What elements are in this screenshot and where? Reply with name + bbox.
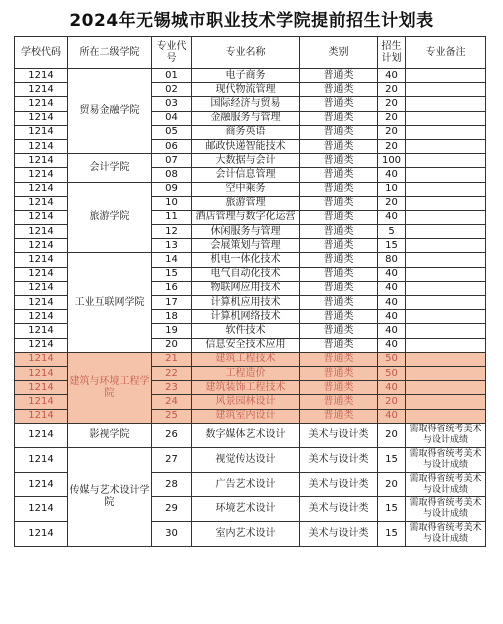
cell-plan: 20 (378, 196, 406, 210)
cell-note (406, 182, 486, 196)
cell-plan: 40 (378, 296, 406, 310)
cell-major-name: 大数据与会计 (192, 154, 300, 168)
cell-major-name: 建筑装饰工程技术 (192, 381, 300, 395)
cell-school-code: 1214 (15, 352, 68, 366)
cell-major-name: 金融服务与管理 (192, 111, 300, 125)
cell-note (406, 210, 486, 224)
cell-category: 普通类 (300, 168, 378, 182)
cell-major-name: 邮政快递智能技术 (192, 139, 300, 153)
cell-category: 普通类 (300, 267, 378, 281)
cell-category: 普通类 (300, 324, 378, 338)
cell-major-name: 机电一体化技术 (192, 253, 300, 267)
cell-category: 普通类 (300, 125, 378, 139)
cell-category: 普通类 (300, 395, 378, 409)
cell-note (406, 281, 486, 295)
cell-major-code: 20 (152, 338, 192, 352)
cell-school-code: 1214 (15, 324, 68, 338)
cell-category: 美术与设计类 (300, 472, 378, 497)
cell-category: 美术与设计类 (300, 448, 378, 473)
cell-note (406, 267, 486, 281)
cell-major-code: 21 (152, 352, 192, 366)
cell-major-name: 数字媒体艺术设计 (192, 423, 300, 448)
cell-school-code: 1214 (15, 168, 68, 182)
cell-major-code: 28 (152, 472, 192, 497)
cell-note (406, 352, 486, 366)
cell-major-code: 27 (152, 448, 192, 473)
cell-major-code: 16 (152, 281, 192, 295)
cell-note (406, 253, 486, 267)
cell-note (406, 366, 486, 380)
cell-note: 需取得省统考美术与设计成绩 (406, 423, 486, 448)
cell-major-name: 旅游管理 (192, 196, 300, 210)
cell-plan: 20 (378, 423, 406, 448)
header-major-code: 专业代号 (152, 37, 192, 69)
cell-note (406, 324, 486, 338)
cell-major-name: 风景园林设计 (192, 395, 300, 409)
table-row (15, 352, 486, 366)
cell-plan: 40 (378, 324, 406, 338)
cell-college: 建筑与环境工程学院 (68, 352, 152, 423)
cell-school-code: 1214 (15, 296, 68, 310)
cell-major-name: 工程造价 (192, 366, 300, 380)
cell-major-code: 14 (152, 253, 192, 267)
enrollment-plan-table (14, 36, 486, 547)
cell-note (406, 83, 486, 97)
cell-category: 普通类 (300, 296, 378, 310)
cell-plan: 40 (378, 338, 406, 352)
cell-category: 美术与设计类 (300, 423, 378, 448)
cell-major-code: 08 (152, 168, 192, 182)
cell-major-code: 12 (152, 225, 192, 239)
cell-major-code: 23 (152, 381, 192, 395)
cell-plan: 20 (378, 97, 406, 111)
cell-category: 美术与设计类 (300, 497, 378, 522)
cell-major-name: 会展策划与管理 (192, 239, 300, 253)
header-plan: 招生计划 (378, 37, 406, 69)
cell-note: 需取得省统考美术与设计成绩 (406, 472, 486, 497)
cell-major-code: 10 (152, 196, 192, 210)
cell-plan: 10 (378, 182, 406, 196)
cell-school-code: 1214 (15, 253, 68, 267)
cell-major-name: 空中乘务 (192, 182, 300, 196)
header-school-code: 学校代码 (15, 37, 68, 69)
cell-major-name: 广告艺术设计 (192, 472, 300, 497)
cell-plan: 20 (378, 395, 406, 409)
cell-plan: 20 (378, 83, 406, 97)
cell-school-code: 1214 (15, 196, 68, 210)
cell-school-code: 1214 (15, 472, 68, 497)
cell-major-name: 信息安全技术应用 (192, 338, 300, 352)
cell-category: 普通类 (300, 225, 378, 239)
cell-major-code: 09 (152, 182, 192, 196)
cell-major-name: 电气自动化技术 (192, 267, 300, 281)
table-row (15, 182, 486, 196)
cell-major-code: 01 (152, 69, 192, 83)
cell-school-code: 1214 (15, 139, 68, 153)
table-row (15, 253, 486, 267)
cell-note (406, 310, 486, 324)
cell-major-code: 22 (152, 366, 192, 380)
cell-category: 普通类 (300, 253, 378, 267)
header-major-name: 专业名称 (192, 37, 300, 69)
cell-school-code: 1214 (15, 239, 68, 253)
table-row (15, 423, 486, 448)
cell-school-code: 1214 (15, 338, 68, 352)
cell-major-name: 环境艺术设计 (192, 497, 300, 522)
cell-school-code: 1214 (15, 69, 68, 83)
cell-plan: 15 (378, 522, 406, 547)
table-row (15, 448, 486, 473)
cell-school-code: 1214 (15, 409, 68, 423)
cell-major-name: 物联网应用技术 (192, 281, 300, 295)
cell-major-name: 商务英语 (192, 125, 300, 139)
cell-school-code: 1214 (15, 125, 68, 139)
cell-category: 普通类 (300, 83, 378, 97)
cell-major-name: 建筑工程技术 (192, 352, 300, 366)
cell-note (406, 111, 486, 125)
cell-school-code: 1214 (15, 210, 68, 224)
cell-note (406, 97, 486, 111)
cell-plan: 40 (378, 69, 406, 83)
cell-category: 普通类 (300, 210, 378, 224)
cell-school-code: 1214 (15, 448, 68, 473)
cell-major-name: 酒店管理与数字化运营 (192, 210, 300, 224)
cell-major-name: 休闲服务与管理 (192, 225, 300, 239)
cell-school-code: 1214 (15, 522, 68, 547)
header-college: 所在二级学院 (68, 37, 152, 69)
cell-major-code: 04 (152, 111, 192, 125)
cell-plan: 40 (378, 210, 406, 224)
cell-note (406, 154, 486, 168)
cell-major-code: 06 (152, 139, 192, 153)
cell-category: 普通类 (300, 281, 378, 295)
cell-major-code: 15 (152, 267, 192, 281)
cell-plan: 80 (378, 253, 406, 267)
cell-note (406, 296, 486, 310)
cell-category: 美术与设计类 (300, 522, 378, 547)
cell-plan: 50 (378, 352, 406, 366)
cell-major-code: 19 (152, 324, 192, 338)
cell-note: 需取得省统考美术与设计成绩 (406, 522, 486, 547)
cell-school-code: 1214 (15, 381, 68, 395)
cell-plan: 20 (378, 111, 406, 125)
cell-major-code: 11 (152, 210, 192, 224)
cell-major-code: 25 (152, 409, 192, 423)
header-note: 专业备注 (406, 37, 486, 69)
page-title: 2024年无锡城市职业技术学院提前招生计划表 (69, 11, 434, 31)
cell-major-name: 软件技术 (192, 324, 300, 338)
cell-school-code: 1214 (15, 366, 68, 380)
cell-note: 需取得省统考美术与设计成绩 (406, 448, 486, 473)
cell-plan: 40 (378, 381, 406, 395)
cell-plan: 5 (378, 225, 406, 239)
cell-note (406, 395, 486, 409)
cell-college: 旅游学院 (68, 182, 152, 253)
cell-note (406, 239, 486, 253)
cell-category: 普通类 (300, 111, 378, 125)
cell-school-code: 1214 (15, 97, 68, 111)
header-category: 类别 (300, 37, 378, 69)
table-row (15, 69, 486, 83)
table-body (15, 69, 486, 547)
cell-note (406, 338, 486, 352)
cell-college: 工业互联网学院 (68, 253, 152, 352)
cell-college: 会计学院 (68, 154, 152, 182)
cell-major-name: 建筑室内设计 (192, 409, 300, 423)
cell-note (406, 409, 486, 423)
cell-major-code: 02 (152, 83, 192, 97)
cell-note (406, 225, 486, 239)
cell-plan: 40 (378, 267, 406, 281)
table-row (15, 154, 486, 168)
cell-note (406, 125, 486, 139)
cell-school-code: 1214 (15, 423, 68, 448)
cell-plan: 40 (378, 281, 406, 295)
cell-school-code: 1214 (15, 182, 68, 196)
cell-school-code: 1214 (15, 83, 68, 97)
cell-college: 影视学院 (68, 423, 152, 448)
cell-major-code: 26 (152, 423, 192, 448)
cell-major-code: 18 (152, 310, 192, 324)
cell-major-name: 会计信息管理 (192, 168, 300, 182)
cell-major-name: 计算机应用技术 (192, 296, 300, 310)
cell-category: 普通类 (300, 239, 378, 253)
cell-plan: 100 (378, 154, 406, 168)
cell-category: 普通类 (300, 196, 378, 210)
cell-major-name: 视觉传达设计 (192, 448, 300, 473)
cell-college: 贸易金融学院 (68, 69, 152, 154)
cell-major-name: 电子商务 (192, 69, 300, 83)
cell-major-code: 13 (152, 239, 192, 253)
cell-plan: 15 (378, 239, 406, 253)
cell-school-code: 1214 (15, 111, 68, 125)
cell-college: 传媒与艺术设计学院 (68, 448, 152, 546)
cell-note (406, 139, 486, 153)
cell-category: 普通类 (300, 139, 378, 153)
cell-school-code: 1214 (15, 310, 68, 324)
cell-major-name: 现代物流管理 (192, 83, 300, 97)
cell-school-code: 1214 (15, 267, 68, 281)
cell-school-code: 1214 (15, 154, 68, 168)
cell-plan: 15 (378, 497, 406, 522)
cell-category: 普通类 (300, 338, 378, 352)
header-row (15, 37, 486, 69)
cell-major-code: 05 (152, 125, 192, 139)
cell-major-name: 计算机网络技术 (192, 310, 300, 324)
cell-plan: 20 (378, 472, 406, 497)
cell-major-code: 29 (152, 497, 192, 522)
cell-major-code: 30 (152, 522, 192, 547)
cell-category: 普通类 (300, 310, 378, 324)
cell-note: 需取得省统考美术与设计成绩 (406, 497, 486, 522)
cell-plan: 15 (378, 448, 406, 473)
cell-school-code: 1214 (15, 395, 68, 409)
cell-school-code: 1214 (15, 281, 68, 295)
cell-plan: 40 (378, 409, 406, 423)
cell-note (406, 381, 486, 395)
cell-category: 普通类 (300, 97, 378, 111)
cell-category: 普通类 (300, 409, 378, 423)
cell-category: 普通类 (300, 69, 378, 83)
cell-major-name: 国际经济与贸易 (192, 97, 300, 111)
cell-major-code: 07 (152, 154, 192, 168)
cell-major-code: 24 (152, 395, 192, 409)
cell-plan: 50 (378, 366, 406, 380)
cell-category: 普通类 (300, 381, 378, 395)
cell-school-code: 1214 (15, 225, 68, 239)
cell-plan: 20 (378, 125, 406, 139)
cell-category: 普通类 (300, 154, 378, 168)
cell-note (406, 69, 486, 83)
cell-note (406, 168, 486, 182)
cell-plan: 40 (378, 168, 406, 182)
cell-major-code: 03 (152, 97, 192, 111)
cell-major-name: 室内艺术设计 (192, 522, 300, 547)
cell-note (406, 196, 486, 210)
cell-major-code: 17 (152, 296, 192, 310)
cell-plan: 40 (378, 310, 406, 324)
cell-category: 普通类 (300, 366, 378, 380)
cell-category: 普通类 (300, 352, 378, 366)
cell-category: 普通类 (300, 182, 378, 196)
cell-plan: 20 (378, 139, 406, 153)
cell-school-code: 1214 (15, 497, 68, 522)
